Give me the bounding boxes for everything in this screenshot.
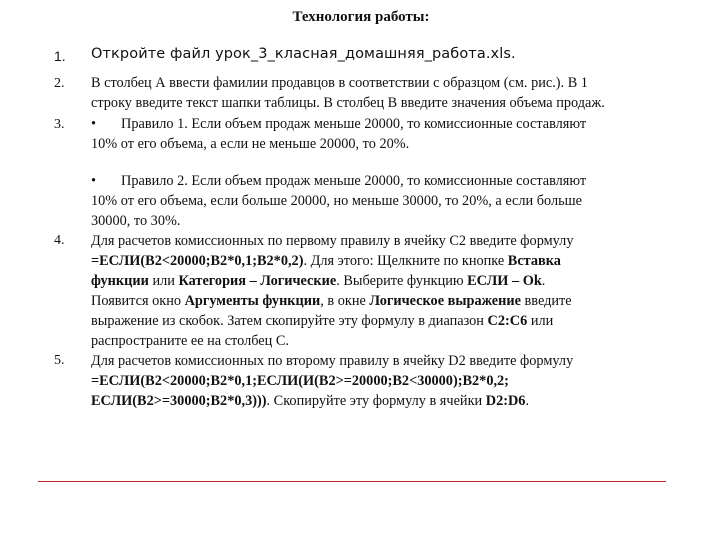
- rule-1-line-2: 10% от его объема, а если не меньше 20000, то 20%.: [91, 136, 410, 152]
- item-5-line-1: Для расчетов комиссионных по второму правилу в ячейку D2 введите формулу: [91, 353, 574, 369]
- item-1-text: Откройте файл урок_3_класная_домашняя_работа.xls.: [91, 46, 516, 62]
- item-4-line-2: =ЕСЛИ(B2<20000;B2*0,1;B2*0,2). Для этого: Щелкните по кнопке Вставка: [91, 253, 561, 269]
- item-4-line-1: Для расчетов комиссионных по первому правилу в ячейку С2 введите формулу: [91, 233, 574, 249]
- item-4-line-6: распространите ее на столбец С.: [91, 333, 289, 349]
- rule-1-line-1: • Правило 1. Если объем продаж меньше 20000, то комиссионные составляют: [91, 116, 587, 132]
- item-number-4: 4.: [54, 233, 65, 248]
- rule-2-line-1: • Правило 2. Если объем продаж меньше 20000, то комиссионные составляют: [91, 173, 587, 189]
- rule-2-line-3: 30000, то 30%.: [91, 213, 181, 229]
- item-4-line-4: Появится окно Аргументы функции, в окне Логическое выражение введите: [91, 293, 572, 309]
- item-number-5: 5.: [54, 353, 65, 368]
- item-number-1: 1.: [54, 48, 66, 64]
- footer-divider-line: [38, 481, 666, 482]
- item-4-line-3: функции или Категория – Логические. Выберите функцию ЕСЛИ – Ok.: [91, 273, 546, 289]
- item-5-line-2: =ЕСЛИ(B2<20000;B2*0,1;ЕСЛИ(И(B2>=20000;B2<30000);B2*0,2;: [91, 373, 509, 389]
- page-title: [0, 9, 720, 26]
- rule-2-line-2: 10% от его объема, если больше 20000, но меньше 30000, то 20%, а если больше: [91, 193, 582, 209]
- item-4-line-5: выражение из скобок. Затем скопируйте эту формулу в диапазон C2:C6 или: [91, 313, 554, 329]
- item-5-line-3: ЕСЛИ(B2>=30000;B2*0,3))). Скопируйте эту формулу в ячейки D2:D6.: [91, 393, 530, 409]
- title-text: Технология работы:: [292, 9, 430, 25]
- item-2-line-2: строку введите текст шапки таблицы. В столбец В введите значения объема продаж.: [91, 95, 605, 111]
- bullet: •: [91, 173, 97, 189]
- item-2-line-1: В столбец А ввести фамилии продавцов в соответствии с образцом (см. рис.). В 1: [91, 75, 588, 91]
- item-number-3: 3.: [54, 117, 65, 132]
- item-number-2: 2.: [54, 76, 65, 91]
- bullet: •: [91, 116, 97, 132]
